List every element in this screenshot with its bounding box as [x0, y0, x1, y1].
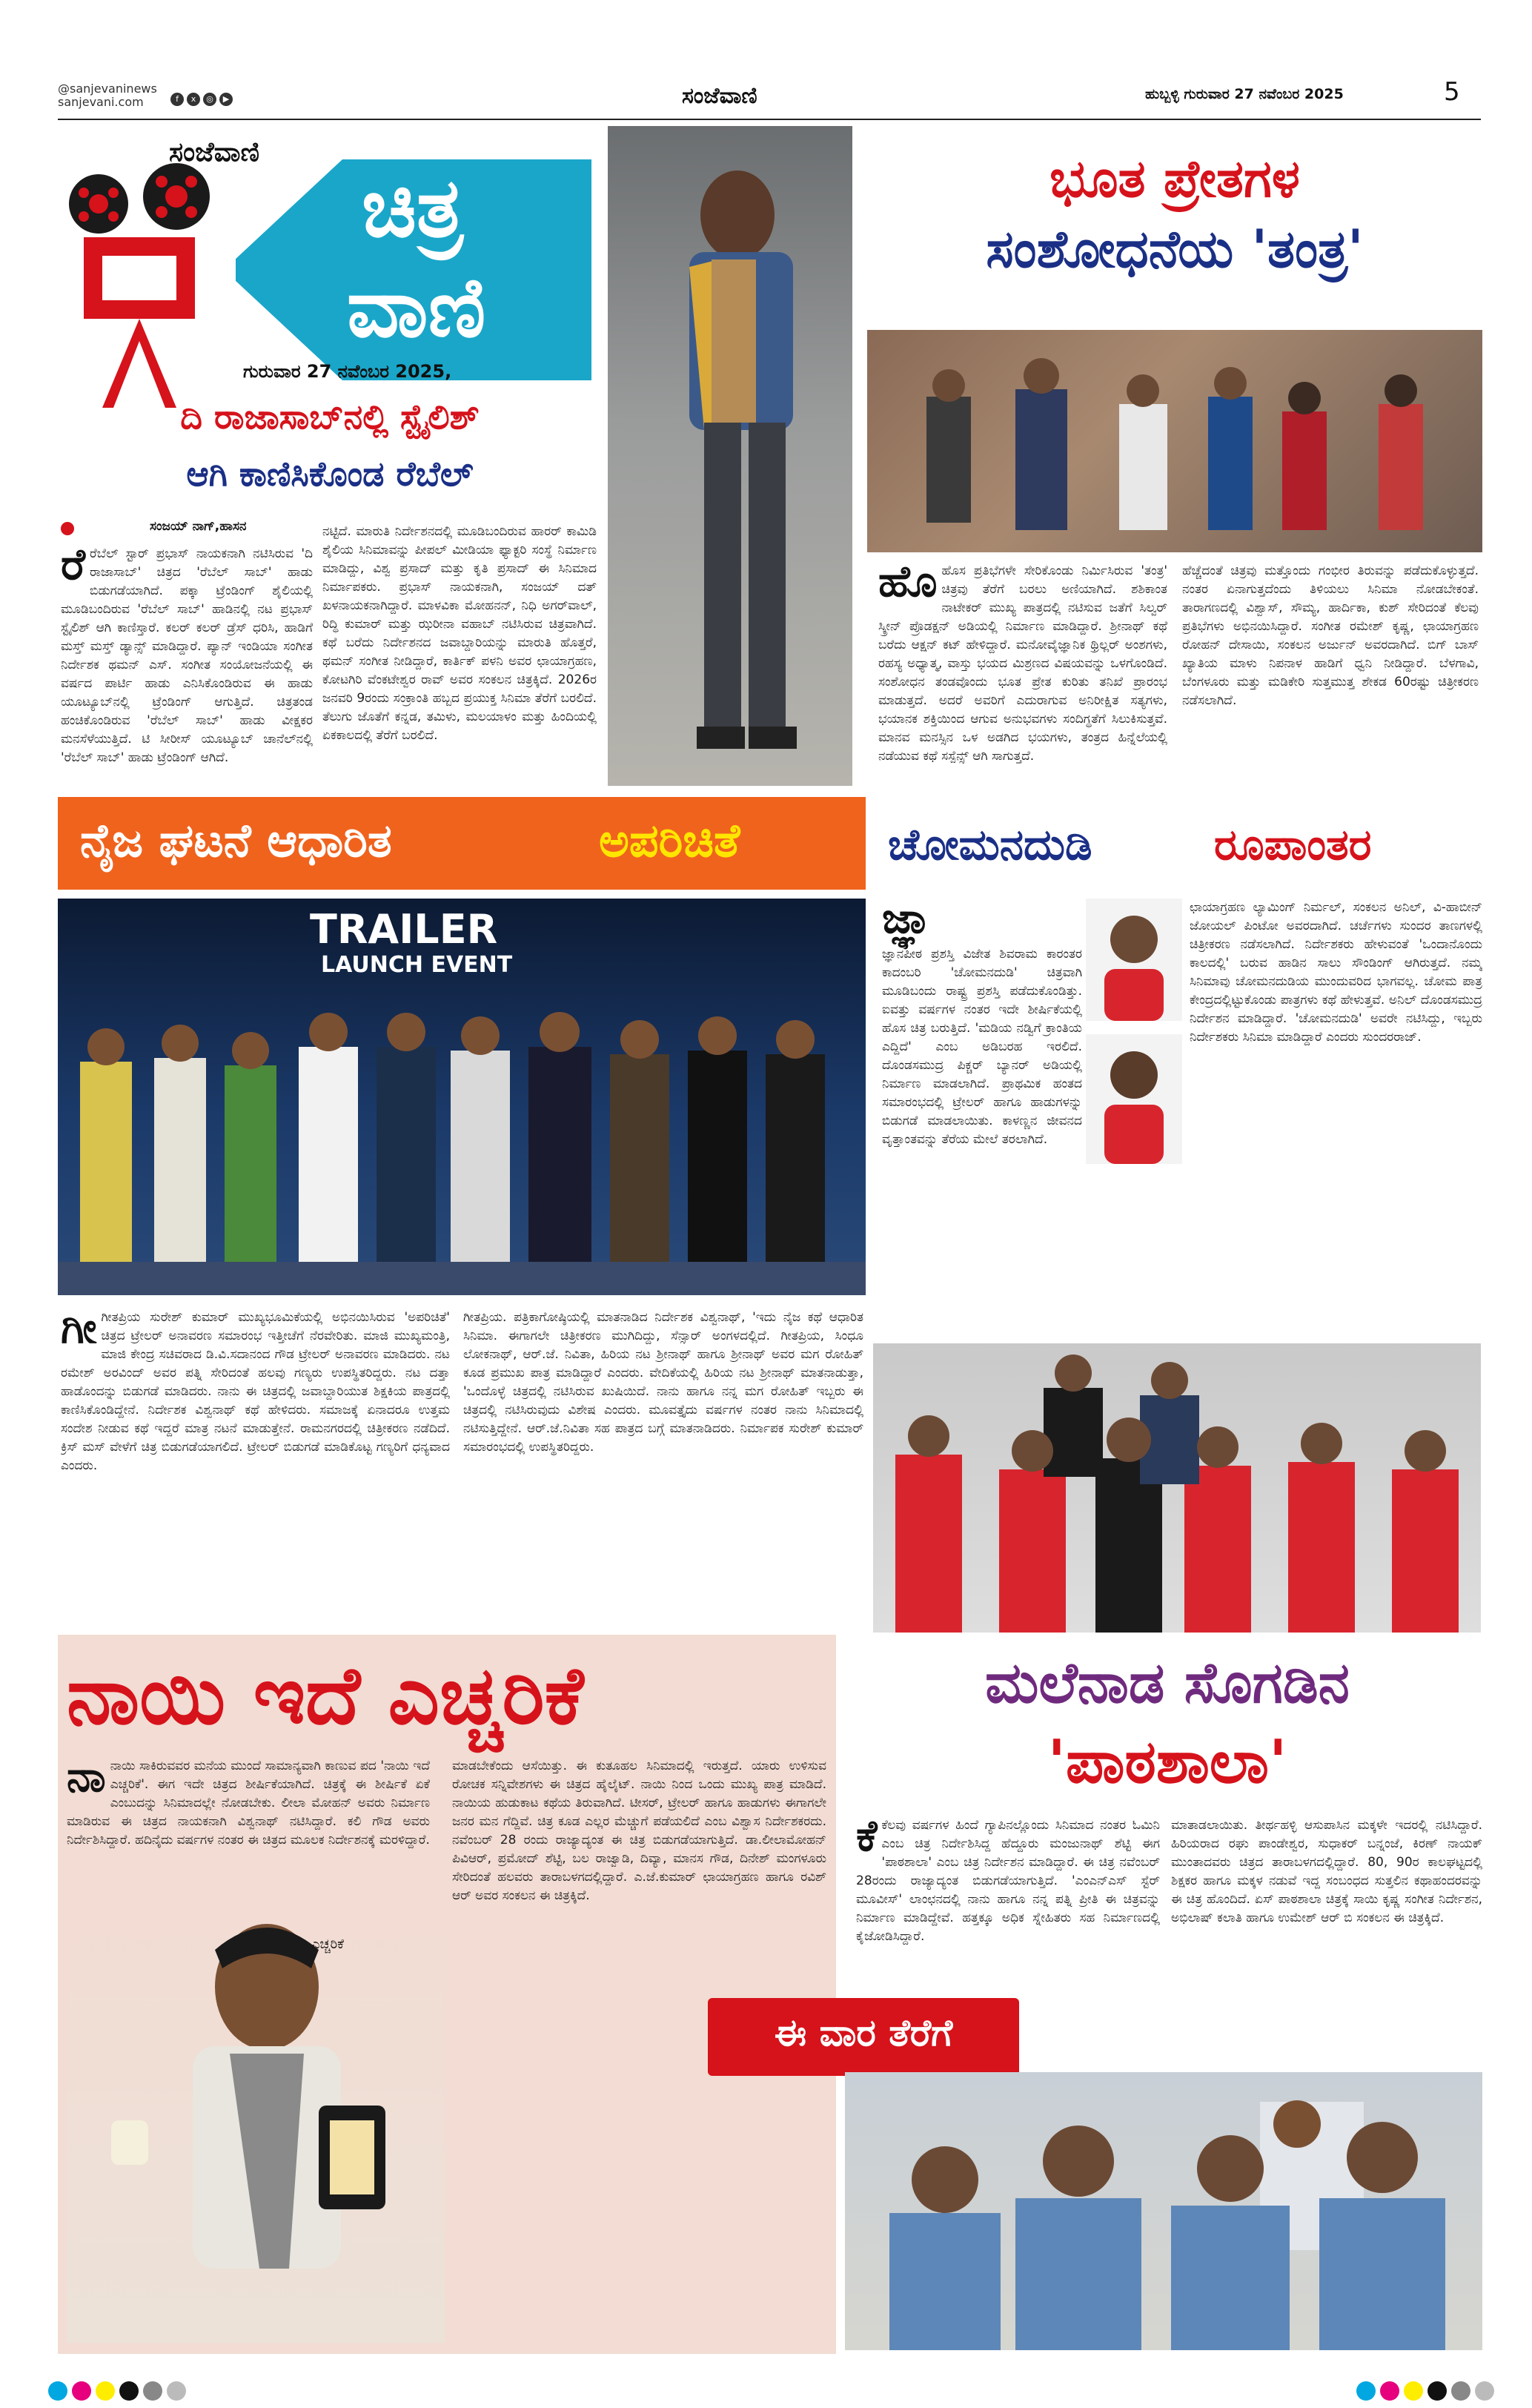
- story6-col-2-text: ಮಾತಾಡಲಾಯಿತು. ತೀರ್ಥಹಳ್ಳಿ ಆಸುಪಾಸಿನ ಮಕ್ಕಳೇ ಇದರಲ್ಲಿ ನಟಿಸಿದ್ದಾರೆ. ಹಿರಿಯರಾದ ರಘು ಪಾಂಡೇಶ್ವರ, ಸುಧಾಕರ್ ಬನ್ನಂಜೆ, ಕಿರಣ್ ನಾಯಕ್ ಮುಂತಾದವರು ಚಿತ್ರದ ತಾರಾಬಳಗದಲ್ಲಿದ್ದಾರೆ. 80, 90ರ ಕಾಲಘಟ್ಟದಲ್ಲಿ ಶಿಕ್ಷಕರ ಹಾಗೂ ಮಕ್ಕಳ ನಡುವೆ ಇದ್ದ ಸಂಬಂಧದ ಸುತ್ತಲಿನ ಕಥಾಹಂದರವನ್ನು ಈ ಚಿತ್ರ ಹೊಂದಿದೆ. ಏಸ್ ಪಾಠಶಾಲಾ ಚಿತ್ರಕ್ಕೆ ಸಾಯಿ ಕೃಷ್ಣ ಸಂಗೀತ ನಿರ್ದೇಶನ, ಅಭಿಲಾಷ್ ಕಲಾತಿ ಹಾಗೂ ಉಮೇಶ್ ಆರ್ ಬಿ ಸಂಕಲನ ಈ ಚಿತ್ರಕ್ಕಿದೆ.: [1171, 1818, 1482, 1925]
- color-swatch: [1427, 2381, 1447, 2401]
- this-week-badge-label: ಈ ವಾರ ತೆರೆಗೆ: [774, 2011, 953, 2054]
- color-swatch: [119, 2381, 139, 2401]
- tantra-photo: [867, 330, 1482, 552]
- story5-photo-label: ಎಚ್ಚರಿಕೆ: [311, 1936, 344, 1952]
- color-swatch: [96, 2381, 115, 2401]
- story1-col-2: [322, 523, 597, 778]
- story2-col-1-text: ಹೊಸ ಪ್ರತಿಭೆಗಳೇ ಸೇರಿಕೊಂಡು ನಿರ್ಮಿಸಿರುವ 'ತಂತ್ರ' ಚಿತ್ರವು ತೆರೆಗೆ ಬರಲು ಅಣಿಯಾಗಿದೆ. ಶಶಿಕಾಂತ ನಾಟೇಕರ್ ಮುಖ್ಯ ಪಾತ್ರದಲ್ಲಿ ನಟಿಸುವ ಜತೆಗೆ ಸಿಲ್ವರ್ ಸ್ಕ್ರೀನ್ ಪ್ರೊಡಕ್ಷನ್ ಅಡಿಯಲ್ಲಿ ನಿರ್ಮಾಣ ಮಾಡಿದ್ದಾರೆ. ಶ್ರೀನಾಥ್ ಕಥೆ ಬರೆದು ಆಕ್ಷನ್ ಕಟ್ ಹೇಳಿದ್ದಾರೆ. ಮನೋವೈಜ್ಞಾನಿಕ ಥ್ರಿಲ್ಲರ್ ಅಂಶಗಳು, ರಹಸ್ಯ ಅಧ್ಯಾತ್ಮ, ವಾಸ್ತು ಭಯದ ಮಿಶ್ರಣದ ವಿಷಯವನ್ನು ಒಳಗೊಂಡಿದೆ. ಸಂಶೋಧನ ತಂಡವೊಂದು ಭೂತ ಪ್ರೇತ ಕುರಿತು ತನಿಖೆ ಪ್ರಾರಂಭ ಮಾಡುತ್ತದೆ. ಅದರೆ ಅವರಿಗೆ ಎದುರಾಗುವ ಅನಿರೀಕ್ಷಿತ ಸತ್ಯಗಳು, ಭಯಾನಕ ಶಕ್ತಿಯಿಂದ ಆಗುವ ಅನುಭವಗಳು ಸಂದಿಗ್ಧತೆಗೆ ಸಿಲುಕಿಸುತ್ತವೆ. ಮಾನವ ಮನಸ್ಸಿನ ಒಳ ಅಡಗಿದ ಭಯಗಳು, ತಂತ್ರದ ಹಿನ್ನೆಲೆಯಲ್ಲಿ ನಡೆಯುವ ಕಥೆ ಸಸ್ಪೆನ್ಸ್ ಆಗಿ ಸಾಗುತ್ತದೆ.: [878, 563, 1167, 764]
- paper-name: ಸಂಜೆವಾಣಿ: [682, 83, 757, 109]
- masthead-site: sanjevani.com: [58, 95, 144, 109]
- dateline: ಹುಬ್ಬಳ್ಳಿ ಗುರುವಾರ 27 ನವೆಂಬರ 2025: [1145, 86, 1344, 102]
- story4-col-2: [1190, 899, 1482, 1336]
- masthead-rule: [58, 119, 1481, 120]
- color-swatch: [167, 2381, 186, 2401]
- story6-col-1: [856, 1816, 1160, 2002]
- paathashaala-photo: [845, 2072, 1482, 2350]
- supplement-brand: ಸಂಜೆವಾಣಿ: [169, 137, 260, 168]
- footer-swatches-right: [1356, 2381, 1499, 2404]
- prabhas-photo: [608, 126, 852, 786]
- dropcap: ಕೆ: [856, 1816, 878, 1861]
- story1-headline-2: ಆಗಿ ಕಾಣಿಸಿಕೊಂಡ ರೆಬೆಲ್: [186, 454, 474, 494]
- story2-headline-1: ಭೂತ ಪ್ರೇತಗಳ: [1049, 148, 1300, 209]
- story3-headline-1: ನೈಜ ಘಟನೆ ಆಧಾರಿತ: [80, 813, 392, 867]
- supplement-name-2: ವಾಣಿ: [347, 260, 486, 355]
- story4-col-1-text: ಜ್ಞಾನಪೀಠ ಪ್ರಶಸ್ತಿ ವಿಜೇತ ಶಿವರಾಮ ಕಾರಂತರ ಕಾದಂಬರಿ 'ಚೋಮನದುಡಿ' ಚಿತ್ರವಾಗಿ ಮೂಡಿಬಂದು ರಾಷ್ಟ್ರ ಪ್ರಶಸ್ತಿ ಪಡೆದುಕೊಂಡಿತ್ತು. ಐವತ್ತು ವರ್ಷಗಳ ನಂತರ ಇದೇ ಶೀರ್ಷಿಕೆಯಲ್ಲಿ ಹೊಸ ಚಿತ್ರ ಬರುತ್ತಿದೆ. 'ಮಡಿಯ ನಡ್ವಿಗೆ ಕ್ರಾಂತಿಯ ಎದ್ದಿದೆ' ಎಂಬ ಅಡಿಬರಹ ಇರಲಿದೆ. ದೊಂಡಸಮುದ್ರ ಪಿಕ್ಚರ್ ಬ್ಯಾನರ್ ಅಡಿಯಲ್ಲಿ ನಿರ್ಮಾಣ ಮಾಡಲಾಗಿದೆ. ಪ್ರಾಥಮಿಕ ಹಂತದ ಸಮಾರಂಭದಲ್ಲಿ ಟ್ರೇಲರ್ ಹಾಗೂ ಹಾಡುಗಳನ್ನು ಬಿಡುಗಡೆ ಮಾಡಲಾಯಿತು. ಕಾಳಣ್ಣನ ಜೀವನದ ವೃತ್ತಾಂತವನ್ನು ತೆರೆಯ ಮೇಲೆ ತರಲಾಗಿದೆ.: [882, 947, 1082, 1147]
- color-swatch: [1475, 2381, 1494, 2401]
- story1-headline-1: ದಿ ರಾಜಾಸಾಬ್‌ನಲ್ಲಿ ಸ್ಟೈಲಿಶ್: [180, 397, 480, 437]
- x-icon[interactable]: x: [187, 93, 200, 106]
- youtube-icon[interactable]: ▶: [219, 93, 233, 106]
- story4-col-1-body: [882, 945, 1082, 1331]
- story6-headline-1: ಮಲೆನಾಡ ಸೊಗಡಿನ: [985, 1650, 1350, 1716]
- event-banner-2: LAUNCH EVENT: [321, 952, 513, 978]
- chomanadudi-portrait-2: [1086, 1034, 1182, 1164]
- color-swatch: [72, 2381, 91, 2401]
- film-camera-icon: [58, 163, 236, 411]
- story5-headline: ನಾಯಿ ಇದೆ ಎಚ್ಚರಿಕೆ: [67, 1650, 584, 1742]
- story2-headline-2: ಸಂಶೋಧನೆಯ 'ತಂತ್ರ': [986, 219, 1364, 280]
- byline-name: ಸಂಜಯ್ ನಾಗ್,ಹಾಸನ: [150, 519, 247, 534]
- footer-swatches-left: [48, 2381, 190, 2404]
- event-banner-1: TRAILER: [310, 906, 498, 953]
- story3-banner: [58, 797, 866, 890]
- story4-headline-2: ರೂಪಾಂತರ: [1214, 819, 1372, 870]
- story3-col-2-text: ಗೀತಪ್ರಿಯ. ಪತ್ರಿಕಾಗೋಷ್ಠಿಯಲ್ಲಿ ಮಾತನಾಡಿದ ನಿರ್ದೇಶಕ ವಿಶ್ವನಾಥ್, 'ಇದು ನೈಜ ಕಥೆ ಆಧಾರಿತ ಸಿನಿಮಾ. ಈಗಾಗಲೇ ಚಿತ್ರೀಕರಣ ಮುಗಿದಿದ್ದು, ಸೆನ್ಸಾರ್ ಅಂಗಳದಲ್ಲಿದೆ. ಗೀತಪ್ರಿಯ, ಸಿಂಧೂ ಲೋಕನಾಥ್, ಆರ್.ಜೆ. ನಿವಿತಾ, ಹಿರಿಯ ನಟ ಶ್ರೀನಾಥ್ ಹಾಗೂ ಶ್ರೀನಾಥ್ ಅವರ ಮಗ ರೋಹಿತ್ ಕೂಡ ಪ್ರಮುಖ ಪಾತ್ರ ಮಾಡಿದ್ದಾರೆ ಎಂದರು. ವೇದಿಕೆಯಲ್ಲಿ ಹಿರಿಯ ನಟ ಶ್ರೀನಾಥ್ ಮಾತನಾಡುತ್ತಾ, 'ಒಂದೊಳ್ಳೆ ಚಿತ್ರದಲ್ಲಿ ನಟಿಸಿರುವ ಖುಷಿಯಿದೆ. ನಾನು ಹಾಗೂ ನನ್ನ ಮಗ ರೋಹಿತ್ ಇಬ್ಬರು ಈ ಚಿತ್ರದಲ್ಲಿ ನಟಿಸಿರುವುದು ವಿಶೇಷ ಎಂದರು. ಮೂವತ್ತೈದು ವರ್ಷಗಳ ನಂತರ ನಾನು ಸಿನಿಮಾದಲ್ಲಿ ನಟಿಸುತ್ತಿದ್ದೇನೆ. ಆರ್.ಜೆ.ನಿವಿತಾ ಸಹ ಪಾತ್ರದ ಬಗ್ಗೆ ಮಾತನಾಡಿದರು. ನಿರ್ಮಾಪಕ ಸುರೇಶ್ ಕುಮಾರ್ ಸಮಾರಂಭದಲ್ಲಿ ಉಪಸ್ಥಿತರಿದ್ದರು.: [463, 1310, 863, 1455]
- dropcap: ನಾ: [67, 1757, 106, 1802]
- instagram-icon[interactable]: ◎: [203, 93, 216, 106]
- naayi-photo: [67, 1898, 445, 2343]
- story4-col-2-text: ಛಾಯಾಗ್ರಹಣ ಲ್ಯಾಮಿಂಗ್ ನಿರ್ಮಲ್, ಸಂಕಲನ ಅನಿಲ್, ವಿ-ಹಾಬೀನ್ ಜೋಯಲ್ ಪಿಂಟೋ ಅವರದಾಗಿದೆ. ಚರ್ಚೆಗಳು ಸುಂದರ ತಾಣಗಳಲ್ಲಿ ಚಿತ್ರೀಕರಣ ನಡೆಸಲಾಗಿದೆ. ನಿರ್ದೇಶಕರು ಹೇಳುವಂತೆ 'ಒಂದಾನೊಂದು ಕಾಲದಲ್ಲಿ' ಬರುವ ಹಾಡಿನ ಸಾಲು ಸೌಂಡಿಂಗ್ ಆಗಿರುತ್ತದೆ. ನಮ್ಮ ಸಿನಿಮಾವು ಚೋಮನದುಡಿಯ ಮುಂದುವರಿದ ಭಾಗವಲ್ಲ. ಚೋಮ ಪಾತ್ರ ಕೇಂದ್ರದಲ್ಲಿಟ್ಟುಕೊಂಡು ಪಾತ್ರಗಳು ಕಥೆ ಹೇಳುತ್ತವೆ. ಅನಿಲ್ ದೊಂಡಸಮುದ್ರ ನಿರ್ದೇಶನ ಮಾಡಿದ್ದಾರೆ. 'ಚೋಮನದುಡಿ' ಅವರೇ ನಟಿಸಿದ್ದು, ಇಬ್ಬರು ನಿರ್ದೇಶಕರು ಸಿನಿಮಾ ಮಾಡಿದ್ದಾರೆ ಎಂದರು ಸುಂದರರಾಜ್.: [1190, 900, 1482, 1045]
- chomanadudi-portrait-1: [1086, 899, 1182, 1021]
- masthead-handle: @sanjevaninews: [58, 82, 157, 96]
- dropcap: ಜ್ಞಾ: [882, 899, 932, 943]
- story3-col-2: [463, 1309, 863, 1635]
- masthead: [0, 0, 1532, 119]
- this-week-badge: [708, 1998, 1019, 2076]
- supplement-date: ಗುರುವಾರ 27 ನವೆಂಬರ 2025,: [243, 361, 452, 382]
- color-swatch: [48, 2381, 67, 2401]
- page-number: 5: [1444, 77, 1460, 107]
- supplement-name-1: ಚಿತ್ರ: [362, 160, 463, 255]
- facebook-icon[interactable]: f: [170, 93, 184, 106]
- story3-headline-2: ಅಪರಿಚಿತೆ: [599, 813, 740, 867]
- dropcap: ರೆ: [61, 545, 86, 589]
- story3-col-1: [61, 1309, 450, 1635]
- color-swatch: [1356, 2381, 1376, 2401]
- color-swatch: [1404, 2381, 1423, 2401]
- story4-headline: [873, 819, 1481, 886]
- story1-col-1-text: ರೆಬೆಲ್ ಸ್ಟಾರ್ ಪ್ರಭಾಸ್ ನಾಯಕನಾಗಿ ನಟಿಸಿರುವ 'ದಿ ರಾಜಾಸಾಬ್' ಚಿತ್ರದ 'ರೆಬೆಲ್ ಸಾಬ್' ಹಾಡು ಬಿಡುಗಡೆಯಾಗಿದೆ. ಪಕ್ಕಾ ಟ್ರೆಂಡಿಂಗ್ ಶೈಲಿಯಲ್ಲಿ ಮೂಡಿಬಂದಿರುವ 'ರೆಬೆಲ್ ಸಾಬ್' ಹಾಡಿನಲ್ಲಿ ನಟ ಪ್ರಭಾಸ್ ಸ್ಟೈಲಿಶ್ ಆಗಿ ಕಾಣಿಸ್ತಾರೆ. ಕಲರ್ ಕಲರ್ ಡ್ರೆಸ್ ಧರಿಸಿ, ಹಾಡಿಗೆ ಮಸ್ತ್ ಮಸ್ತ್ ಡ್ಯಾನ್ಸ್ ಮಾಡಿದ್ದಾರೆ. ಪ್ಯಾನ್ ಇಂಡಿಯಾ ಸಂಗೀತ ನಿರ್ದೇಶಕ ಥಮನ್ ಎಸ್. ಸಂಗೀತ ಸಂಯೋಜನೆಯಲ್ಲಿ ಈ ವರ್ಷದ ಪಾರ್ಟಿ ಹಾಡು ಎನಿಸಿಕೊಂಡಿರುವ ಈ ಹಾಡು ಯೂಟ್ಯೂಬ್‌ನಲ್ಲಿ ಟ್ರೆಂಡಿಂಗ್ ಆಗುತ್ತಿದೆ. ಚಿತ್ರತಂಡ ಹಂಚಿಕೊಂಡಿರುವ 'ರೆಬೆಲ್ ಸಾಬ್' ಹಾಡು ವೀಕ್ಷಕರ ಮನಸೆಳೆಯುತ್ತಿದೆ. ಟಿ ಸೀರೀಸ್ ಯೂಟ್ಯೂಬ್ ಚಾನೆಲ್‌ನಲ್ಲಿ 'ರೆಬೆಲ್ ಸಾಬ್' ಹಾಡು ಟ್ರೆಂಡಿಂಗ್ ಆಗಿದೆ.: [61, 546, 313, 765]
- story5-col-1: [67, 1757, 430, 1891]
- story2-col-2-text: ಹೆಚ್ಚೆದಂತೆ ಚಿತ್ರವು ಮತ್ತೊಂದು ಗಂಭೀರ ತಿರುವನ್ನು ಪಡೆದುಕೊಳ್ಳುತ್ತದೆ. ನಂತರ ಏನಾಗುತ್ತದೆಂದು ತಿಳಿಯಲು ಸಿನಿಮಾ ನೋಡಬೇಕಂತೆ. ತಾರಾಗಣದಲ್ಲಿ ವಿಶ್ವಾಸ್, ಸೌಮ್ಯ, ಹಾರ್ದಿಕಾ, ಕುಶ್ ಸೇರಿದಂತೆ ಕೆಲವು ಪ್ರತಿಭೆಗಳು ಅಭಿನಯಿಸಿದ್ದಾರೆ. ಸಂಗೀತ ರಮೇಶ್ ಕೃಷ್ಣ, ಛಾಯಾಗ್ರಹಣ ರೋಹನ್ ದೇಸಾಯಿ, ಸಂಕಲನ ಅರ್ಜುನ್ ಅವರದಾಗಿದೆ. ಬಿಗ್ ಬಾಸ್ ಖ್ಯಾತಿಯ ಮಾಳು ನಿಪನಾಳ ಹಾಡಿಗೆ ಧ್ವನಿ ನೀಡಿದ್ದಾರೆ. ಬೆಳಗಾವಿ, ಬೆಂಗಳೂರು ಮತ್ತು ಮಡಿಕೇರಿ ಸುತ್ತಮುತ್ತ ಶೇಕಡ 60ರಷ್ಟು ಚಿತ್ರೀಕರಣ ನಡೆಸಲಾಗಿದೆ.: [1182, 563, 1479, 708]
- chomanadudi-team-photo: [873, 1343, 1481, 1633]
- story2-col-2: [1182, 562, 1479, 786]
- supplement-logo: [58, 137, 591, 419]
- story5-col-1-text: ನಾಯಿ ಸಾಕಿರುವವರ ಮನೆಯ ಮುಂದೆ ಸಾಮಾನ್ಯವಾಗಿ ಕಾಣುವ ಪದ 'ನಾಯಿ ಇದೆ ಎಚ್ಚರಿಕೆ'. ಈಗ ಇದೇ ಚಿತ್ರದ ಶೀರ್ಷಿಕೆಯಾಗಿದೆ. ಚಿತ್ರಕ್ಕೆ ಈ ಶೀರ್ಷಿಕೆ ಏಕೆ ಎಂಬುದನ್ನು ಸಿನಿಮಾದಲ್ಲೇ ನೋಡಬೇಕು. ಲೀಲಾ ಮೋಹನ್ ಅವರು ನಿರ್ಮಾಣ ಮಾಡಿರುವ ಈ ಚಿತ್ರದ ನಾಯಕನಾಗಿ ವಿಶ್ವನಾಥ್ ನಟಿಸಿದ್ದಾರೆ. ಕಲಿ ಗೌಡ ಅವರು ನಿರ್ದೇಶಿಸಿದ್ದಾರೆ. ಹದಿನೈದು ವರ್ಷಗಳ ನಂತರ ಈ ಚಿತ್ರದ ಮೂಲಕ ನಿರ್ದೇಶನಕ್ಕೆ ಮರಳಿದ್ದಾರೆ.: [67, 1759, 430, 1848]
- color-swatch: [1451, 2381, 1470, 2401]
- color-swatch: [1380, 2381, 1399, 2401]
- story5-col-2-text: ಮಾಡಬೇಕೆಂದು ಆಸೆಯಿತ್ತು. ಈ ಕುತೂಹಲ ಸಿನಿಮಾದಲ್ಲಿ ಇರುತ್ತದೆ. ಯಾರು ಉಳಿಸುವ ರೋಚಕ ಸನ್ನಿವೇಶಗಳು ಈ ಚಿತ್ರದ ಹೈಲೈಟ್. ನಾಯಿ ನಿಂದ ಒಂದು ಮುಖ್ಯ ಪಾತ್ರ ಮಾಡಿದೆ. ನಾಯಿಯ ಹುಡುಕಾಟ ಕಥೆಯ ತಿರುವಾಗಿದೆ. ಟೀಸರ್, ಟ್ರೇಲರ್ ಹಾಗೂ ಹಾಡುಗಳು ಈಗಾಗಲೇ ಜನರ ಮನ ಗೆದ್ದಿವೆ. ಚಿತ್ರ ಕೂಡ ಎಲ್ಲರ ಮೆಚ್ಚುಗೆ ಪಡೆಯಲಿದೆ ಎಂಬ ವಿಶ್ವಾಸ ನಿರ್ದೇಶಕರದು. ನವೆಂಬರ್ 28 ರಂದು ರಾಜ್ಯಾದ್ಯಂತ ಈ ಚಿತ್ರ ಬಿಡುಗಡೆಯಾಗುತ್ತಿದೆ. ಡಾ.ಲೀಲಾಮೋಹನ್ ಪಿವಿಆರ್, ಪ್ರಮೋದ್ ಶೆಟ್ಟಿ, ಬಲ ರಾಜ್ವಾಡಿ, ದಿವ್ಯಾ, ಮಾನಸ ಗೌಡ, ದಿನೇಶ್ ಮಂಗಳೂರು ಸೇರಿದಂತೆ ಹಲವರು ತಾರಾಬಳಗದಲ್ಲಿದ್ದಾರೆ. ಎ.ಜೆ.ಕುಮಾರ್ ಛಾಯಾಗ್ರಹಣ ಹಾಗೂ ರವಿಶ್ ಆರ್ ಅವರ ಸಂಕಲನ ಈ ಚಿತ್ರಕ್ಕಿದೆ.: [452, 1759, 826, 1903]
- dropcap: ಗೀ: [61, 1309, 97, 1353]
- story2-col-1: [878, 562, 1167, 786]
- color-swatch: [143, 2381, 162, 2401]
- story4-headline-1: ಚೋಮನದುಡಿ: [888, 819, 1092, 870]
- story6-col-2: [1171, 1816, 1482, 2057]
- byline-dot: [61, 522, 74, 535]
- story1-col-1: [61, 545, 313, 775]
- story6-headline-2: 'ಪಾಠಶಾಲಾ': [1047, 1727, 1287, 1796]
- story3-col-1-text: ಗೀತಪ್ರಿಯ ಸುರೇಶ್ ಕುಮಾರ್ ಮುಖ್ಯಭೂಮಿಕೆಯಲ್ಲಿ ಅಭಿನಯಿಸಿರುವ 'ಅಪರಿಚಿತೆ' ಚಿತ್ರದ ಟ್ರೇಲರ್ ಅನಾವರಣ ಸಮಾರಂಭ ಇತ್ತೀಚೆಗೆ ನೆರವೇರಿತು. ಮಾಜಿ ಮುಖ್ಯಮಂತ್ರಿ, ಮಾಜಿ ಕೇಂದ್ರ ಸಚಿವರಾದ ಡಿ.ವಿ.ಸದಾನಂದ ಗೌಡ ಟ್ರೇಲರ್ ಅನಾವರಣ ಮಾಡಿದರು. ನಟ ರಮೇಶ್ ಅರವಿಂದ್ ಅವರ ಪತ್ನಿ ಸೇರಿದಂತೆ ಹಲವು ಗಣ್ಯರು ಉಪಸ್ಥಿತರಿದ್ದರು. ನಟ ದತ್ತಾ ಹಾಡೊಂದನ್ನು ಬಿಡುಗಡೆ ಮಾಡಿದರು. ನಾನು ಈ ಚಿತ್ರದಲ್ಲಿ ಜವಾಬ್ದಾರಿಯುತ ಶಿಕ್ಷಕಿಯ ಪಾತ್ರದಲ್ಲಿ ಕಾಣಿಸಿಕೊಂಡಿದ್ದೇನೆ. ನಿರ್ದೇಶಕ ವಿಶ್ವನಾಥ್ ಕಥೆ ಹೇಳಿದರು. ಸಮಾಜಕ್ಕೆ ಏನಾದರೂ ಉತ್ತಮ ಸಂದೇಶ ನೀಡುವ ಕಥೆ ಇದ್ದರೆ ಮಾತ್ರ ನಟನೆ ಮಾಡುತ್ತೇನೆ. ರಾಮನಗರದಲ್ಲಿ ಚಿತ್ರೀಕರಣ ನಡೆದಿದೆ. ಕ್ರಿಸ್ ಮಸ್ ವೇಳೆಗೆ ಚಿತ್ರ ಬಿಡುಗಡೆಯಾಗಲಿದೆ. ಟ್ರೇಲರ್ ಬಿಡುಗಡೆ ಮಾಡಿಕೊಟ್ಟ ಗಣ್ಯರಿಗೆ ಧನ್ಯವಾದ ಎಂದರು.: [61, 1310, 450, 1473]
- aparichite-event-photo: [58, 899, 866, 1295]
- social-icons: [170, 90, 236, 106]
- story6-col-1-text: ಕೆಲವು ವರ್ಷಗಳ ಹಿಂದೆ ಗ್ಯಾಪಿನಲ್ಲೊಂದು ಸಿನಿಮಾದ ನಂತರ ಓಮಿನಿ ಎಂಬ ಚಿತ್ರ ನಿರ್ದೇಶಿಸಿದ್ದ ಹೆದ್ದೂರು ಮಂಜುನಾಥ್ ಶೆಟ್ಟಿ ಈಗ 'ಪಾಠಶಾಲಾ' ಎಂಬ ಚಿತ್ರ ನಿರ್ದೇಶನ ಮಾಡಿದ್ದಾರೆ. ಈ ಚಿತ್ರ ನವೆಂಬರ್ 28ರಂದು ರಾಜ್ಯಾದ್ಯಂತ ಬಿಡುಗಡೆಯಾಗುತ್ತಿದೆ. 'ಎಂಎನ್‌ಎಸ್ ಸ್ಟೆರ್ ಮೂವೀಸ್' ಲಾಂಛನದಲ್ಲಿ ನಾನು ಹಾಗೂ ನನ್ನ ಪತ್ನಿ ಪ್ರೀತಿ ಈ ಚಿತ್ರವನ್ನು ನಿರ್ಮಾಣ ಮಾಡಿದ್ದೇವೆ. ಹತ್ತಕ್ಕೂ ಅಧಿಕ ಸ್ನೇಹಿತರು ಸಹ ನಿರ್ಮಾಣದಲ್ಲಿ ಕೈಜೋಡಿಸಿದ್ದಾರೆ.: [856, 1818, 1160, 1944]
- story1-col-2-text: ನಟ್ಟಿದೆ. ಮಾರುತಿ ನಿರ್ದೇಶನದಲ್ಲಿ ಮೂಡಿಬಂದಿರುವ ಹಾರರ್ ಕಾಮಿಡಿ ಶೈಲಿಯ ಸಿನಿಮಾವನ್ನು ಪೀಪಲ್ ಮೀಡಿಯಾ ಫ್ಯಾಕ್ಟರಿ ಸಂಸ್ಥೆ ನಿರ್ಮಾಣ ಮಾಡಿದ್ದು, ವಿಶ್ವ ಪ್ರಸಾದ್ ಮತ್ತು ಕೃತಿ ಪ್ರಸಾದ್ ಈ ಸಿನಿಮಾದ ನಿರ್ಮಾಪಕರು. ಪ್ರಭಾಸ್ ನಾಯಕನಾಗಿ, ಸಂಜಯ್ ದತ್ ಖಳನಾಯಕನಾಗಿದ್ದಾರೆ. ಮಾಳವಿಕಾ ಮೋಹನನ್, ನಿಧಿ ಅಗರ್‌ವಾಲ್, ರಿದ್ಧಿ ಕುಮಾರ್ ಮತ್ತು ಝರೀನಾ ವಹಾಬ್ ನಟಿಸಿರುವ ಚಿತ್ರವಾಗಿದೆ. ಕಥೆ ಬರೆದು ನಿರ್ದೇಶನದ ಜವಾಬ್ದಾರಿಯನ್ನು ಮಾರುತಿ ಹೊತ್ತರೆ, ಥಮನ್ ಸಂಗೀತ ನೀಡಿದ್ದಾರೆ, ಕಾರ್ತಿಕ್ ಪಳನಿ ಅವರ ಛಾಯಾಗ್ರಹಣ, ಕೋಟಗಿರಿ ವೆಂಕಟೇಶ್ವರ ರಾವ್ ಅವರ ಸಂಕಲನ ಚಿತ್ರಕ್ಕಿದೆ. 2026ರ ಜನವರಿ 9ರಂದು ಸಂಕ್ರಾಂತಿ ಹಬ್ಬದ ಪ್ರಯುಕ್ತ ಸಿನಿಮಾ ತೆರೆಗೆ ಬರಲಿದೆ. ತೆಲುಗು ಜೊತೆಗೆ ಕನ್ನಡ, ತಮಿಳು, ಮಲಯಾಳಂ ಮತ್ತು ಹಿಂದಿಯಲ್ಲಿ ಏಕಕಾಲದಲ್ಲಿ ತೆರೆಗೆ ಬರಲಿದೆ.: [322, 524, 597, 743]
- dropcap: ಹೊ: [878, 562, 938, 606]
